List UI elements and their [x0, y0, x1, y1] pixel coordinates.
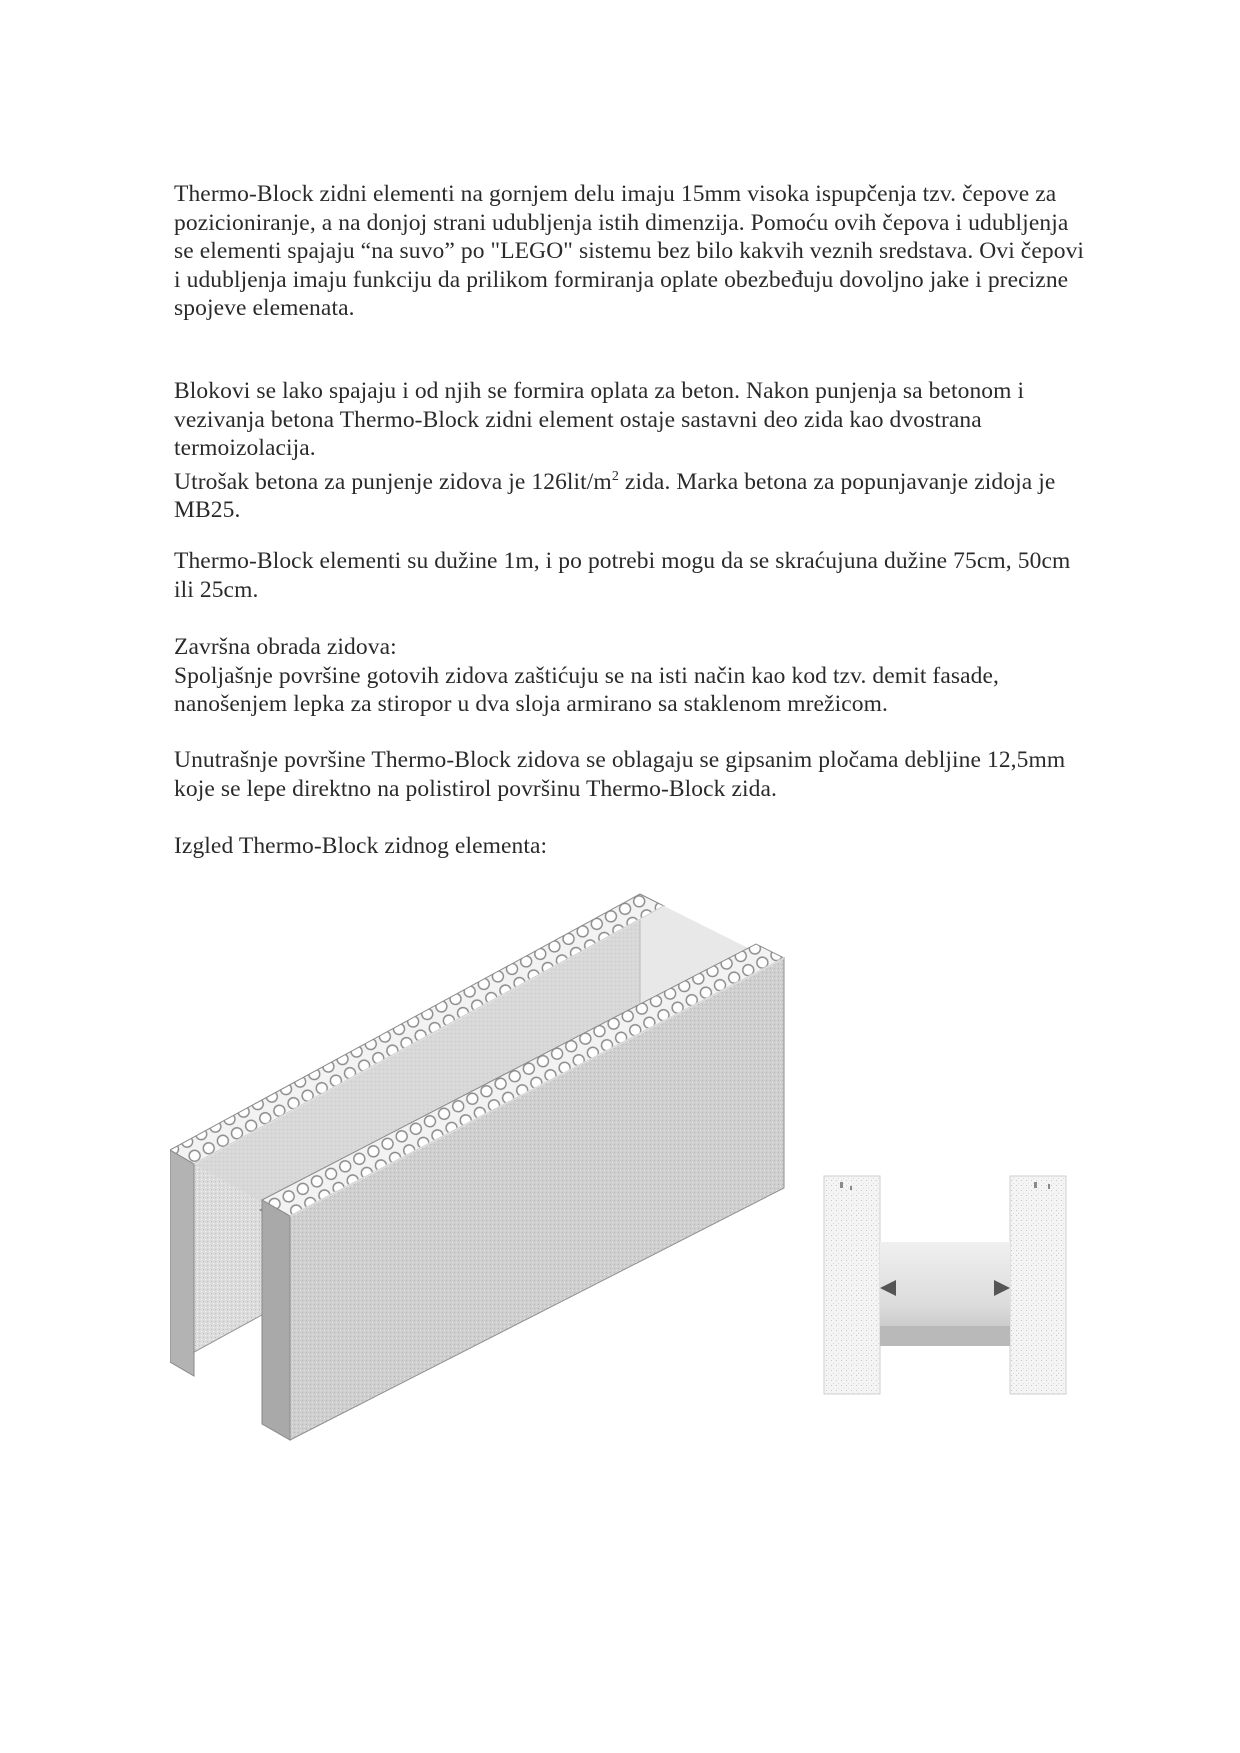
paragraph-text: Thermo-Block elementi su dužine 1m, i po potrebi mogu da se skraćujuna dužine 75cm, 50cm ili 25cm. [174, 548, 1071, 603]
paragraph-dimensions [174, 547, 1094, 604]
paragraph-interior [174, 746, 1094, 803]
paragraph-text: Blokovi se lako spajaju i od njih se formira oplata za beton. Nakon punjenja sa betonom i vezivanja betona Thermo-Block zidni element ostaje sastavni deo zida kao dvostrana termoizolacija. [174, 378, 1025, 461]
concrete-usage-line: Utrošak betona za punjenje zidova je $126lit/m^2$ zida. Marka betona za popunjavanje zidoja je MB25. [174, 468, 1056, 523]
paragraph-intro [174, 180, 1094, 323]
figure-caption: Izgled Thermo-Block zidnog elementa: [174, 833, 548, 859]
paragraph-text: Thermo-Block zidni elementi na gornjem delu imaju 15mm visoka ispupčenja tzv. čepove za pozicioniranje, a na donjoj strani udubljenja istih dimenzija. Pomoću ovih čepova i udubljenja se elementi spajaju “na suvo” po "LEGO" sistemu bez bilo kakvih veznih sredstava. Ovi čepovi i udubljenja imaju funkciju da prilikom formiranja oplate obezbeđuju dovoljno jake i precizne spojeve elemenata. [174, 181, 1085, 321]
thermo-block-cross-section-icon [820, 1168, 1070, 1400]
paragraph-text: Spoljašnje površine gotovih zidova zaštićuju se na isti način kao kod tzv. demit fasade, nanošenjem lepka za stiropor u dva sloja armirano sa staklenom mrežicom. [174, 662, 1000, 717]
superscript: 2 [611, 468, 619, 484]
paragraph-text: Unutrašnje površine Thermo-Block zidova se oblagaju se gipsanim pločama debljine 12,5mm koje se lepe direktno na polistirol površinu Thermo-Block zida. [174, 747, 1066, 802]
paragraph-figure-caption [174, 832, 1094, 861]
section-heading: Završna obrada zidova: [174, 634, 397, 660]
paragraph-formwork [174, 377, 1094, 524]
thermo-block-isometric-icon [170, 888, 850, 1448]
paragraph-finishing [174, 633, 1094, 719]
